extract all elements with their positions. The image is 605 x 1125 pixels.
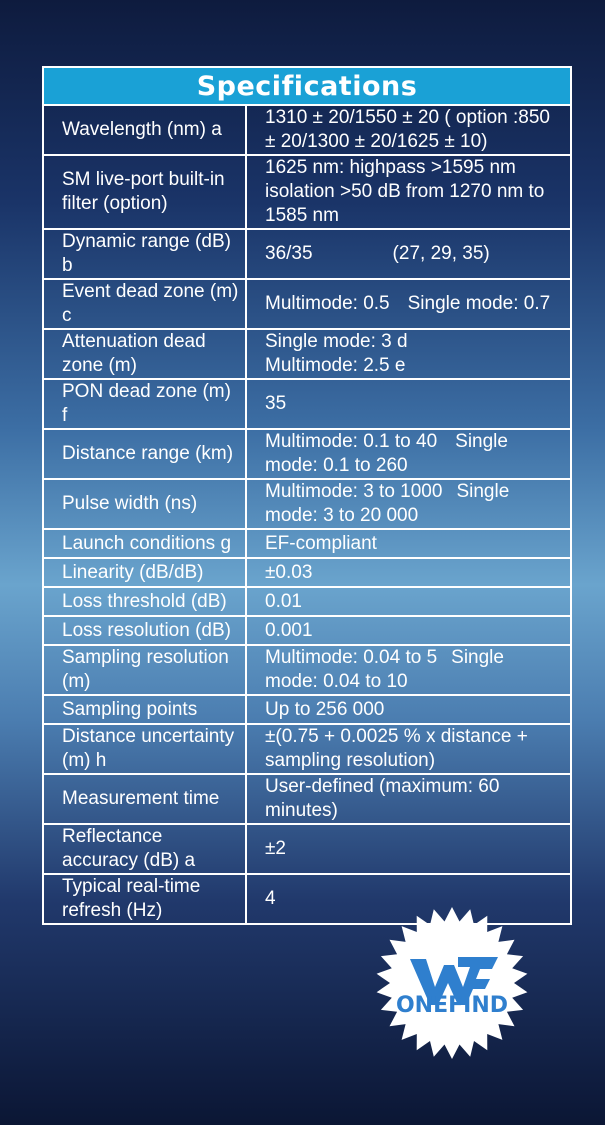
row-value: EF-compliant	[246, 529, 571, 558]
onefind-logo	[374, 905, 530, 1061]
value-part: 36/35	[265, 243, 313, 264]
table-row	[43, 429, 571, 479]
row-label: Dynamic range (dB) b	[43, 229, 246, 279]
value-part: Multimode: 2.5 e	[265, 355, 406, 376]
row-label: Launch conditions g	[43, 529, 246, 558]
row-value	[246, 229, 571, 279]
value-part: Multimode: 0.5	[265, 293, 390, 314]
row-value: User-defined (maximum: 60 minutes)	[246, 774, 571, 824]
table-row	[43, 695, 571, 724]
row-label: Reflectance accuracy (dB) a	[43, 824, 246, 874]
row-value	[246, 329, 571, 379]
table-row	[43, 724, 571, 774]
table-row	[43, 329, 571, 379]
row-value: ±2	[246, 824, 571, 874]
row-value	[246, 479, 571, 529]
row-value	[246, 279, 571, 329]
row-label: Sampling points	[43, 695, 246, 724]
table-title: Specifications	[43, 67, 571, 105]
value-part: Multimode: 0.04 to 5	[265, 647, 438, 668]
row-label: Loss threshold (dB)	[43, 587, 246, 616]
table-row	[43, 529, 571, 558]
value-part: Multimode: 0.1 to 40	[265, 431, 438, 452]
table-row	[43, 558, 571, 587]
table-row	[43, 229, 571, 279]
row-label: Pulse width (ns)	[43, 479, 246, 529]
row-label: SM live-port built-in filter (option)	[43, 155, 246, 229]
row-value: 0.001	[246, 616, 571, 645]
value-part: Single mode: 3 to 20 000	[265, 481, 510, 526]
value-part: Multimode: 3 to 1000	[265, 481, 443, 502]
row-value: 35	[246, 379, 571, 429]
row-value: 0.01	[246, 587, 571, 616]
table-row	[43, 379, 571, 429]
table-row	[43, 587, 571, 616]
specifications-table	[42, 66, 572, 925]
row-label: Typical real-time refresh (Hz)	[43, 874, 246, 924]
row-value: 4	[246, 874, 571, 924]
logo-wordmark: ONEFIND	[395, 993, 509, 1018]
value-part: Single mode: 0.04 to 10	[265, 647, 504, 692]
table-row	[43, 105, 571, 155]
row-value: ±0.03	[246, 558, 571, 587]
table-row	[43, 479, 571, 529]
value-part: (27, 29, 35)	[392, 243, 490, 264]
row-label: Distance uncertainty (m) h	[43, 724, 246, 774]
row-label: Attenuation dead zone (m)	[43, 329, 246, 379]
row-label: Linearity (dB/dB)	[43, 558, 246, 587]
row-label: Wavelength (nm) a	[43, 105, 246, 155]
value-part: Single mode: 0.7	[407, 293, 551, 314]
row-label: Measurement time	[43, 774, 246, 824]
row-value	[246, 645, 571, 695]
table-row	[43, 616, 571, 645]
table-row	[43, 279, 571, 329]
table-row	[43, 774, 571, 824]
row-label: Sampling resolution (m)	[43, 645, 246, 695]
logo-badge-icon	[374, 905, 530, 1061]
row-label: PON dead zone (m) f	[43, 379, 246, 429]
table-row	[43, 155, 571, 229]
table-row	[43, 824, 571, 874]
row-value: ±(0.75 + 0.0025 % x distance + sampling resolution)	[246, 724, 571, 774]
row-value: Up to 256 000	[246, 695, 571, 724]
row-label: Event dead zone (m) c	[43, 279, 246, 329]
row-label: Distance range (km)	[43, 429, 246, 479]
value-part: Single mode: 0.1 to 260	[265, 431, 508, 476]
table-row	[43, 645, 571, 695]
value-part: Single mode: 3 d	[265, 331, 408, 352]
row-value	[246, 429, 571, 479]
row-value: 1625 nm: highpass >1595 nm isolation >50 dB from 1270 nm to 1585 nm	[246, 155, 571, 229]
row-value: 1310 ± 20/1550 ± 20 ( option :850 ± 20/1300 ± 20/1625 ± 10)	[246, 105, 571, 155]
row-label: Loss resolution (dB)	[43, 616, 246, 645]
